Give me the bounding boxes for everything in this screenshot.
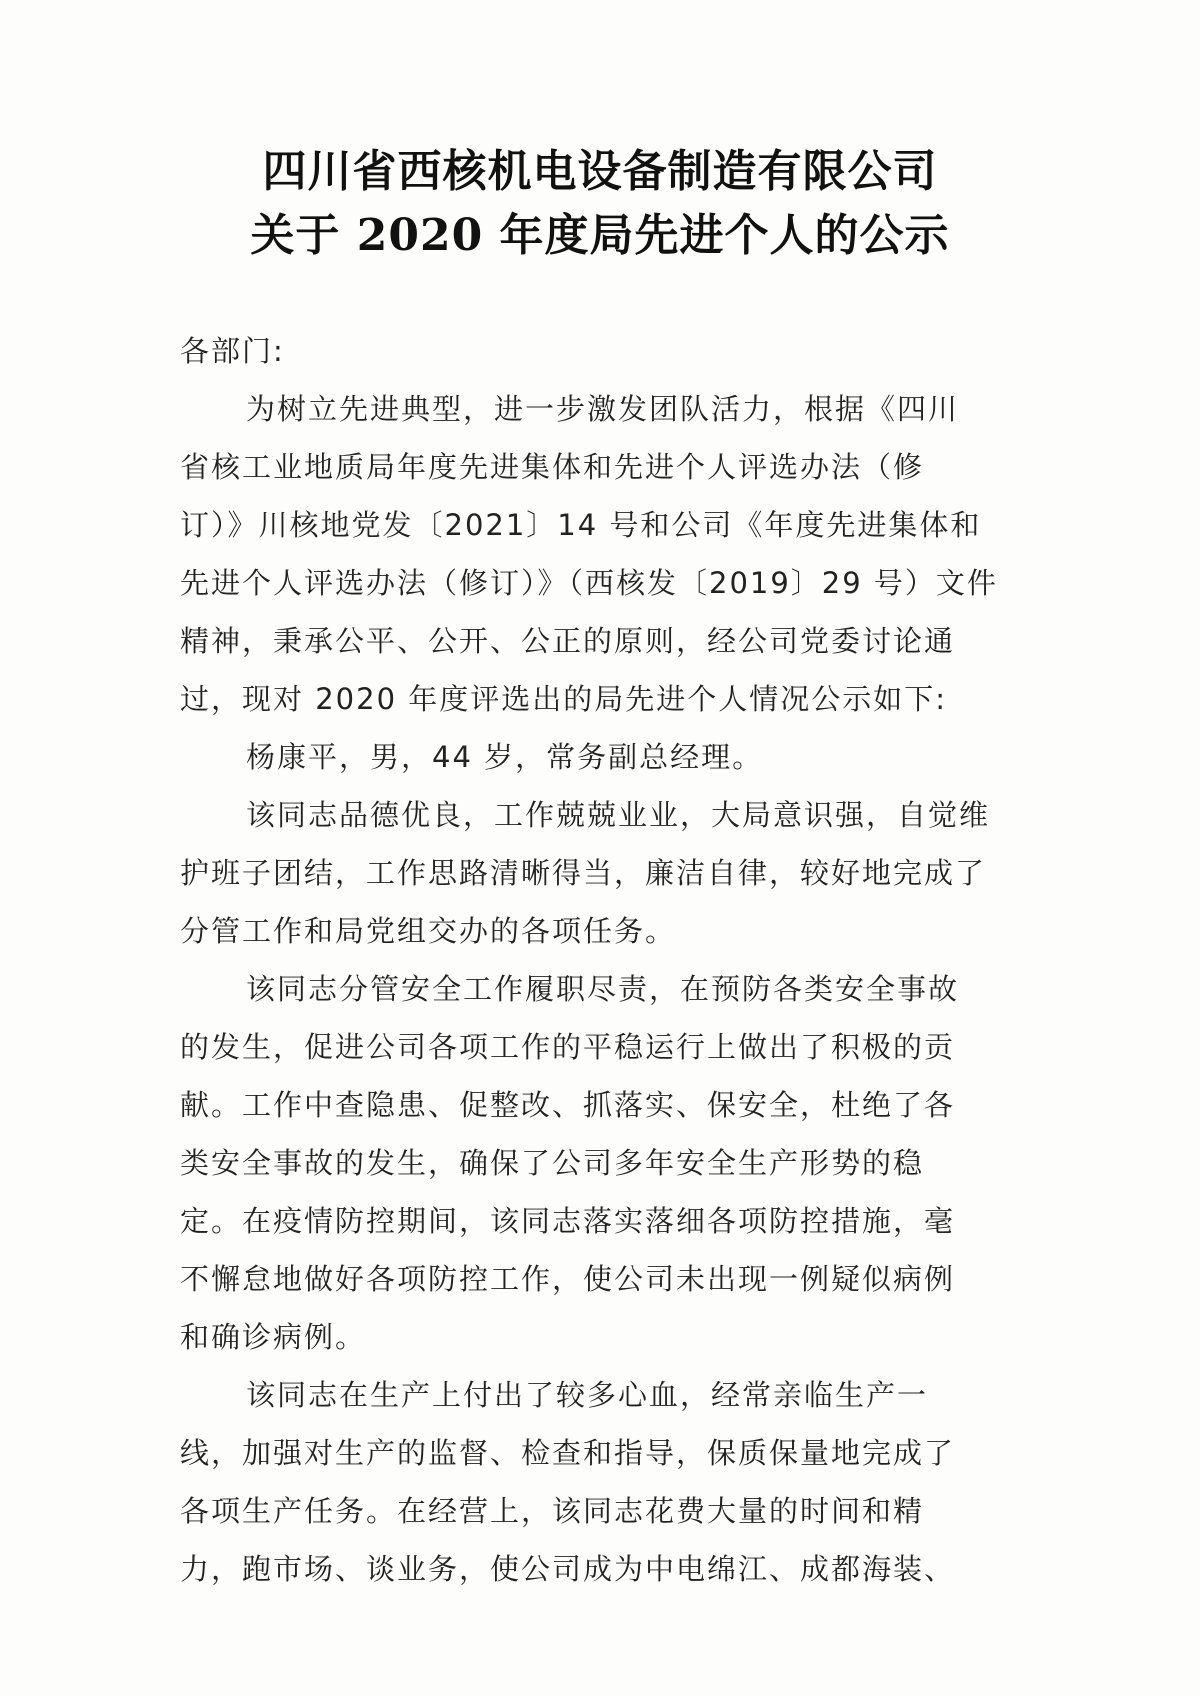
title-line-subject: 关于 2020 年度局先进个人的公示 — [250, 210, 950, 261]
body-line: 的发生，促进公司各项工作的平稳运行上做出了积极的贡 — [180, 1030, 956, 1064]
body-line: 类安全事故的发生，确保了公司多年安全生产形势的稳 — [180, 1146, 925, 1180]
body-line: 各项生产任务。在经营上，该同志花费大量的时间和精 — [180, 1494, 925, 1528]
body-line: 和确诊病例。 — [180, 1320, 367, 1354]
body-line: 为树立先进典型，进一步激发团队活力，根据《四川 — [246, 392, 960, 426]
body-line: 该同志分管安全工作履职尽责，在预防各类安全事故 — [246, 972, 960, 1006]
body-line: 精神，秉承公平、公开、公正的原则，经公司党委讨论通 — [180, 624, 956, 658]
body-line: 该同志品德优良，工作兢兢业业，大局意识强，自觉维 — [246, 798, 991, 832]
body-line: 省核工业地质局年度先进集体和先进个人评选办法（修 — [180, 450, 925, 484]
document-title — [0, 140, 1200, 268]
body-line: 先进个人评选办法（修订）》（西核发〔2019〕29 号）文件 — [180, 566, 998, 600]
body-line-person: 杨康平，男，44 岁，常务副总经理。 — [246, 740, 764, 774]
body-line: 力，跑市场、谈业务，使公司成为中电绵江、成都海装、 — [180, 1552, 956, 1586]
body-line: 献。工作中查隐患、促整改、抓落实、保安全，杜绝了各 — [180, 1088, 956, 1122]
document-body — [180, 380, 1040, 1598]
body-line: 分管工作和局党组交办的各项任务。 — [180, 914, 677, 948]
body-line: 过，现对 2020 年度评选出的局先进个人情况公示如下: — [180, 682, 948, 716]
salutation: 各部门: — [180, 334, 285, 368]
body-line: 线，加强对生产的监督、检查和指导，保质保量地完成了 — [180, 1436, 956, 1470]
body-line: 该同志在生产上付出了较多心血，经常亲临生产一 — [246, 1378, 929, 1412]
title-line-company: 四川省西核机电设备制造有限公司 — [262, 146, 938, 197]
body-line: 不懈怠地做好各项防控工作，使公司未出现一例疑似病例 — [180, 1262, 956, 1296]
body-line: 定。在疫情防控期间，该同志落实落细各项防控措施，毫 — [180, 1204, 956, 1238]
body-line: 护班子团结，工作思路清晰得当，廉洁自律，较好地完成了 — [180, 856, 987, 890]
body-line: 订）》川核地党发〔2021〕14 号和公司《年度先进集体和 — [180, 508, 982, 542]
